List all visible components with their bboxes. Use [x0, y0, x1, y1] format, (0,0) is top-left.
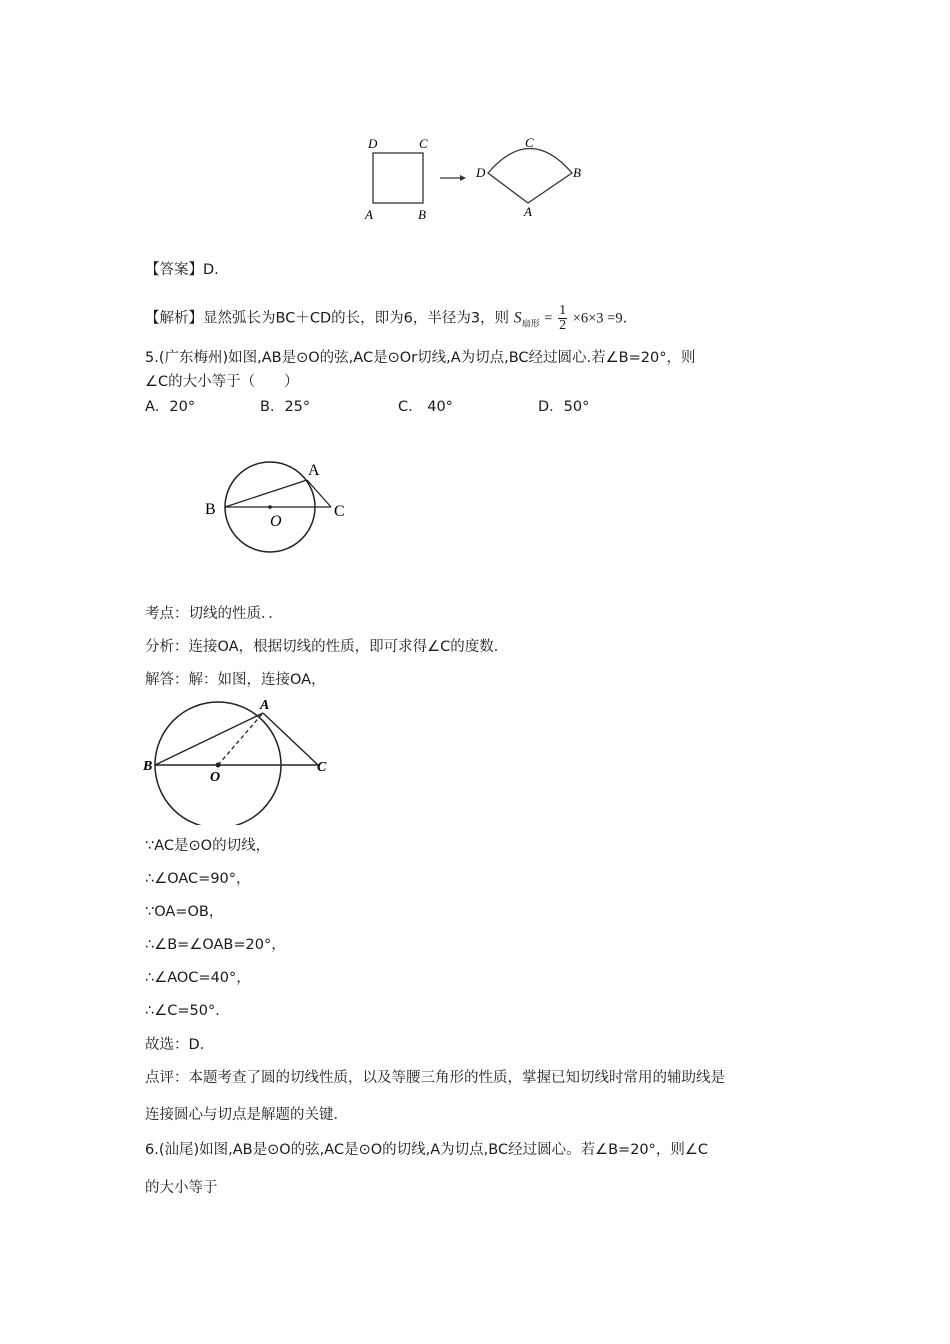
- step-5: ∴∠AOC=40°，: [145, 970, 251, 986]
- square: [373, 153, 423, 203]
- center-dot: [216, 763, 221, 768]
- label-sector-D: D: [476, 165, 486, 180]
- analysis-prefix: 【解析】显然弧长为BC＋CD的长，即为6，半径为3，则: [145, 310, 510, 327]
- fraction-denominator: 2: [559, 318, 567, 333]
- label-square-D: D: [368, 136, 378, 151]
- square-to-sector-figure: [360, 130, 600, 230]
- formula-S: S: [513, 309, 522, 327]
- label-C: C: [317, 760, 327, 775]
- label-sector-C: C: [525, 135, 534, 150]
- center-dot: [268, 505, 272, 509]
- label-C: C: [334, 503, 345, 520]
- q5-option-c: C． 40°: [398, 399, 453, 415]
- tangent-ac: [307, 480, 331, 507]
- label-square-C: C: [419, 136, 428, 151]
- q6-line2: 的大小等于: [145, 1180, 218, 1196]
- formula-end: .: [622, 310, 628, 327]
- q5-option-a: A．20°: [145, 399, 196, 415]
- step-4: ∴∠B=∠OAB=20°，: [145, 937, 286, 953]
- step-2: ∴∠OAC=90°，: [145, 871, 251, 887]
- comment-line1: 点评：本题考查了圆的切线性质，以及等腰三角形的性质，掌握已知切线时常用的辅助线是: [145, 1070, 725, 1086]
- analysis-line: [145, 304, 627, 335]
- q5-line2: ∠C的大小等于（ ）: [145, 374, 299, 390]
- label-B: B: [205, 501, 216, 518]
- label-sector-A: A: [524, 204, 532, 219]
- formula-fraction: [558, 304, 567, 333]
- label-O: O: [270, 513, 282, 530]
- label-square-A: A: [365, 207, 373, 222]
- choice-line: 故选：D．: [145, 1037, 215, 1053]
- label-B: B: [143, 759, 153, 774]
- solution-figure: [138, 695, 338, 825]
- formula-sub: 扇形: [521, 319, 540, 330]
- arrow-icon: [440, 175, 466, 181]
- comment-line2: 连接圆心与切点是解题的关键．: [145, 1107, 348, 1123]
- step-3: ∵OA=OB，: [145, 904, 224, 920]
- label-A: A: [308, 462, 320, 479]
- label-A: A: [260, 698, 270, 713]
- label-O: O: [210, 770, 221, 785]
- q5-line1: 5.(广东梅州)如图,AB是⊙O的弦,AC是⊙Or切线,A为切点,BC经过圆心.若∠B=20°，则: [145, 350, 696, 366]
- fenxi-line: 分析：连接OA，根据切线的性质，即可求得∠C的度数．: [145, 639, 509, 655]
- radius-oa-dashed: [218, 713, 263, 765]
- circle-tangent-figure: [200, 455, 360, 560]
- tangent-ac: [263, 713, 318, 765]
- chord-ab: [225, 480, 307, 507]
- q5-option-d: D．50°: [538, 399, 590, 415]
- q6-line1: 6.(汕尾)如图,AB是⊙O的弦,AC是⊙O的切线,A为切点,BC经过圆心。若∠B=20°，则∠C: [145, 1142, 709, 1158]
- formula-eq: =: [544, 310, 553, 327]
- label-square-B: B: [418, 207, 426, 222]
- step-6: ∴∠C=50°．: [145, 1003, 230, 1019]
- sector: [488, 149, 572, 204]
- label-sector-B: B: [573, 165, 581, 180]
- kaodian-line: 考点：切线的性质．．: [145, 606, 283, 622]
- jieda-line: 解答：解：如图，连接OA，: [145, 672, 326, 688]
- chord-ab: [155, 713, 263, 765]
- step-1: ∵AC是⊙O的切线，: [145, 838, 271, 854]
- q5-option-b: B．25°: [260, 399, 311, 415]
- fraction-numerator: 1: [559, 303, 567, 318]
- answer-line: 【答案】D.: [145, 262, 219, 278]
- formula-rest: ×6×3 =9: [572, 310, 623, 327]
